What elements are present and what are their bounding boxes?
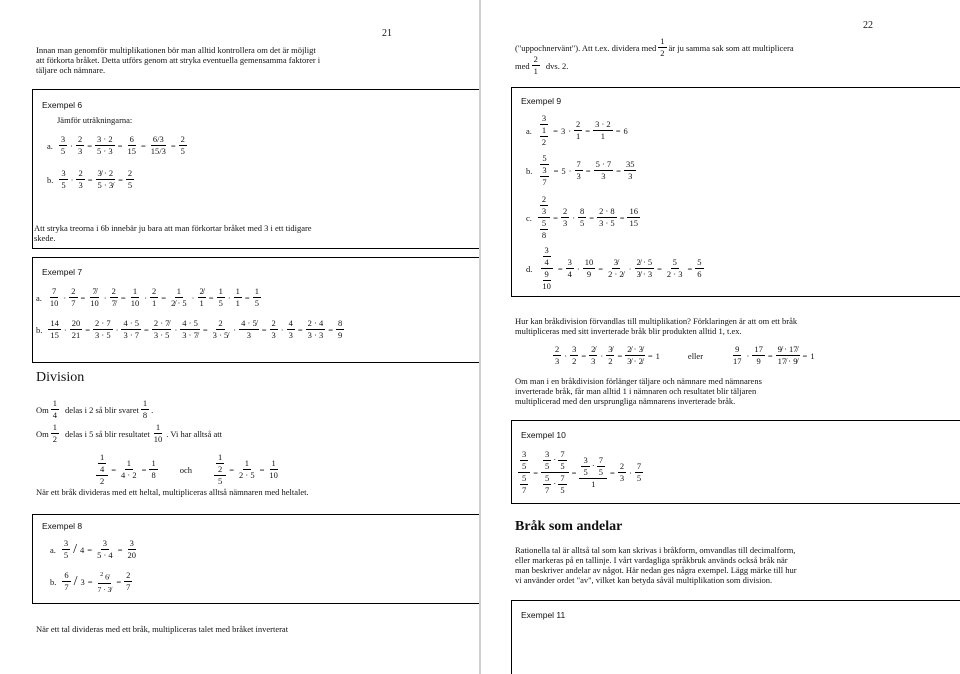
example-6-after: Att stryka treorna i 6b innebär ju bara att man förkortar bråket med 3 i ett tidigare skede. — [34, 223, 312, 243]
page-number: 22 — [863, 20, 873, 31]
top-line-1: ("uppochnervänt"). Att t.ex. dividera med 1 2 är ju samma sak som att multiplicera — [515, 36, 794, 58]
example-title: Exempel 10 — [521, 430, 566, 440]
example-title: Exempel 11 — [521, 610, 566, 620]
equation-9a: a. $\frac{3}{\frac{1}{2}}$ = 3 · $\frac{2}{1}$ = $\frac{3 \cdot 2}{1}$ = 6 — [526, 113, 628, 147]
example-title: Exempel 8 — [42, 521, 83, 531]
section-heading: Bråk som andelar — [515, 519, 623, 534]
page-number: 21 — [382, 28, 392, 39]
example-7-box — [32, 257, 479, 363]
example-8-box — [32, 514, 479, 604]
example-10-box — [511, 420, 960, 504]
division-rule: När ett bråk divideras med ett heltal, multipliceras alltså nämnaren med heltalet. — [36, 487, 309, 497]
intro-line: att förkorta bråket. Detta utförs genom att stryka eventuella gemensamma faktorer i — [36, 55, 321, 65]
intro-text — [36, 45, 320, 75]
division-equations: $\frac{\frac{1}{4}}{2}$ = $\frac{1}{4 \cdot 2}$ = $\frac{1}{8}$ och $\frac{\frac{1}{2}}{5}$ = $\frac{1}{2 \cdot 5}$ = $\frac{1}{10}$ — [96, 452, 280, 487]
intro-line: Innan man genomför multiplikationen bör man alltid kontrollera om det är möjligt — [36, 45, 316, 55]
example-title: Exempel 9 — [521, 96, 562, 106]
equation-9b: b. $\frac{5}{\frac{3}{7}}$ = 5 · $\frac{7}{3}$ = $\frac{5 \cdot 7}{3}$ = $\frac{35}{3}$ — [526, 153, 635, 187]
intro-line: täljare och nämnare. — [36, 65, 106, 75]
right-page — [481, 0, 960, 674]
equation-6b: b. 3 5 · $\frac{2}{3}$ = $\frac{3̸ \cdot 2}{5 \cdot 3̸}$ = $\frac{2}{5}$ — [47, 168, 133, 190]
equation-10: $\frac{\frac{3}{5}}{\frac{5}{7}}$ = $\frac{3}{5}$ · $\frac{7}{5}$ $\frac{5}{7}$ · $\frac{7}{5}$ = $\frac{3}{5}$ · $\frac{7}{5}$ 1 = $\frac{2}{3}$ · 7 5 — [518, 449, 643, 496]
top-line-2: med 2 1 dvs. 2. — [515, 54, 569, 76]
example-11-box — [511, 600, 960, 674]
example-6-box — [32, 89, 479, 249]
equation-8a: a. 3 5 / 4 = $\frac{3}{5 \cdot 4}$ = $\frac{3}{20}$ — [50, 538, 136, 560]
section-body: Rationella tal är alltså tal som kan skrivas i bråkform, omvandlas till decimalform, eller markeras på en tallinje. I vårt vardagliga språkbruk används också bråk när man beskriver andelar av något. Här nedan ges några exempel. Lägg märke till hur vi använder ordet "av", vilket kan betyda såväl multiplikation som division. — [515, 545, 797, 585]
example-lead: Jämför uträkningarna: — [57, 115, 133, 125]
paragraph-extend: Om man i en bråkdivision förlänger täljare och nämnare med nämnarens inverterade bråk, får man alltid 1 i nämnaren och resultatet blir täljaren multiplicerad med den ursprungliga nämnarens inverterade bråk. — [515, 376, 762, 406]
example-9-box — [511, 87, 960, 297]
division-line-2: Om 1 2 delas i 5 så blir resultatet 1 10 . Vi har alltså att — [36, 422, 222, 444]
equation-7a: a. 7 10 · $\frac{2}{7}$ = $\frac{7̸}{10}$ · $\frac{2}{7̸}$ = $\frac{1}{10}$ · $\frac{2}{1}$ = $\frac{1}{2̸ \cdot 5}$ · $\frac{2̸}{1}$ = $\frac{1}{5}$ · $\frac{1}{1}$ = $\frac{1}{5}$ — [36, 286, 259, 308]
left-page — [0, 0, 479, 674]
equation-9d: d. $\frac{\frac{3}{4}}{\frac{9}{10}}$ = $\frac{3}{4}$ · $\frac{10}{9}$ = $\frac{3̸}{2 \cdot 2̸}$ · $\frac{2̸ \cdot 5}{3̸ \cdot 3}$ = $\frac{5}{2 \cdot 3}$ = $\frac{5}{6}$ — [526, 245, 702, 291]
equation-9c: c. $\frac{\frac{2}{3}}{\frac{5}{8}}$ = $\frac{2}{3}$ · $\frac{8}{5}$ = $\frac{2 \cdot 8}{3 \cdot 5}$ = $\frac{16}{15}$ — [526, 194, 638, 240]
after-example-9: Hur kan bråkdivision förvandlas till multiplikation? Förklaringen är att om ett bråk multipliceras med sitt inverterade bråk blir produkten alltid 1, t.ex. — [515, 316, 798, 336]
equation-6a: a. 3 5 · $\frac{2}{3}$ = $\frac{3 \cdot 2}{5 \cdot 3}$ = $\frac{6}{15}$ = $\frac{6/3}{15/3}$ = $\frac{2}{5}$ — [47, 134, 185, 156]
equation-7b: b. 14 15 · $\frac{20}{21}$ = $\frac{2 \cdot 7}{3 \cdot 5}$ · $\frac{4 \cdot 5}{3 \cdot 7}$ = $\frac{2 \cdot 7̸}{3 \cdot 5}$ · $\frac{4 \cdot 5}{3 \cdot 7̸}$ = $\frac{2}{3 \cdot 5̸}$ · $\frac{4 \cdot 5̸}{3}$ = $\frac{2}{3}$ · $\frac{4}{3}$ = $\frac{2 \cdot 4}{3 \cdot 3}$ = $\frac{8}{9}$ — [36, 318, 343, 340]
division-by-fraction-rule: När ett tal divideras med ett bråk, multipliceras talet med bråket inverterat — [36, 624, 289, 634]
equation-8b: b. 6 7 / 3 = $\frac{^2 6̸}{7 \cdot 3̸}$ = $\frac{2}{7}$ — [50, 570, 131, 594]
division-line-1: Om 1 4 delas i 2 så blir svaret 1 8 . — [36, 398, 154, 420]
example-title: Exempel 7 — [42, 267, 83, 277]
division-heading: Division — [36, 370, 85, 385]
example-title: Exempel 6 — [42, 100, 83, 110]
inverse-product-equations: 2 3 · $\frac{3}{2}$ = $\frac{2̸}{3}$ · $\frac{3̸}{2}$ = $\frac{2̸ \cdot 3̸}{3̸ \cdot 2̸}$ = 1 eller 9 17 · $\frac{17}{9}$ = $\frac{9̸ \cdot 17̸}{17̸ \cdot 9̸}$ = 1 — [555, 344, 815, 366]
